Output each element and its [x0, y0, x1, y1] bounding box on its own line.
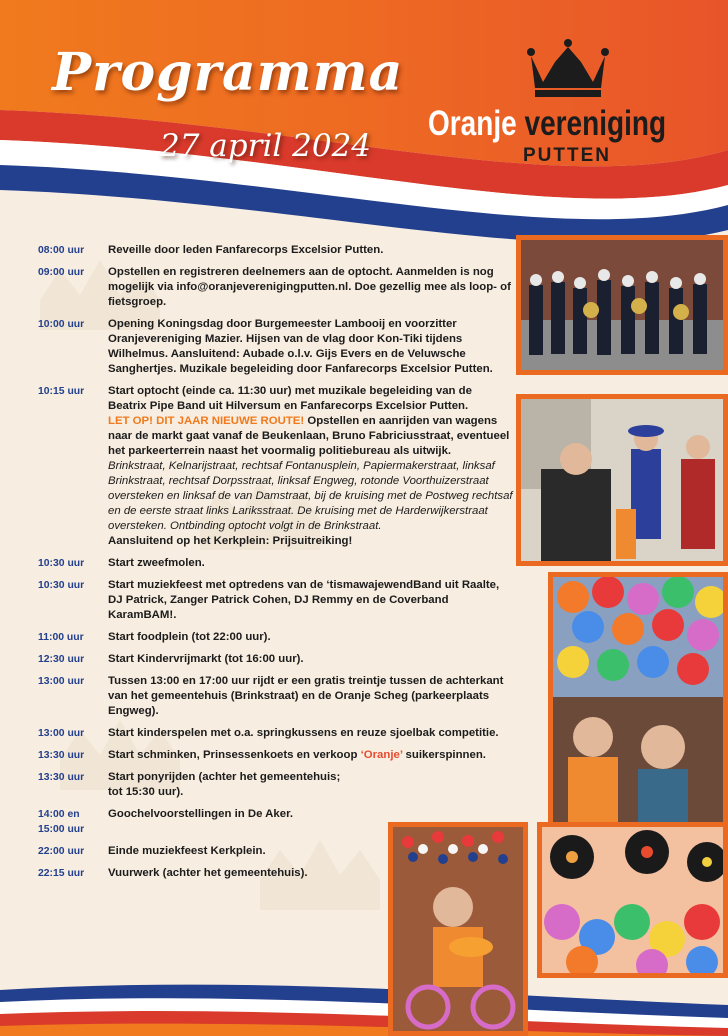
- program-text-warning-paragraph: [108, 414, 513, 459]
- program-text-block: [108, 384, 513, 549]
- program-time: 10:15 uur: [38, 386, 85, 397]
- program-time: 10:00 uur: [38, 319, 85, 330]
- program-time: 13:30 uur: [38, 772, 85, 783]
- photo-marching-band: [516, 235, 728, 375]
- program-time: 10:30 uur: [38, 558, 85, 569]
- page-title: Programma: [52, 42, 404, 103]
- program-time: 09:00 uur: [38, 267, 85, 278]
- logo-subtitle: PUTTEN: [523, 145, 611, 166]
- program-text: Start kinderspelen met o.a. springkussens en reuze sjoelbak competitie.: [108, 727, 499, 739]
- photo-records-balloons: [537, 822, 728, 978]
- program-text: Aansluitend op het Kerkplein: Prijsuitreiking!: [108, 535, 353, 547]
- program-list: [38, 243, 513, 888]
- photo-balloons-kids: [548, 572, 728, 842]
- program-time: 22:00 uur: [38, 846, 85, 857]
- program-time: 08:00 uur: [38, 245, 85, 256]
- logo-name: [428, 104, 666, 144]
- program-text: Opstellen en aanrijden van wagens naar de markt gaat vanaf de Beukenlaan, Bruno Fabriciusstraat, eventueel het parkeerterrein naast het voormalig politiebureau als uitwijk.: [108, 415, 510, 457]
- program-time: 13:30 uur: [38, 750, 85, 761]
- program-item: [38, 652, 513, 667]
- program-text: Tussen 13:00 en 17:00 uur rijdt er een gratis treintje tussen de achterkant van het gemeentehuis (Brinkstraat) en de Oranje Scheg (parkeerplaats Engweg).: [108, 675, 504, 717]
- program-text: Opening Koningsdag door Burgemeester Lambooij en voorzitter Oranjevereniging Mazier. Hijsen van de vlag door Kon-Tiki tijdens Wilhelmus. Aansluitend: Aubade o.l.v. Gijs Evers en de Veluwsche Sanghertjes. Muzikale begeleiding door Fanfarecorps Excelsior Putten.: [108, 318, 493, 375]
- program-item: [38, 770, 513, 800]
- program-time: 13:00 uur: [38, 676, 85, 687]
- program-text: Start schminken, Prinsessenkoets en verkoop: [108, 749, 361, 761]
- program-text: Start optocht (einde ca. 11:30 uur) met muzikale begeleiding van de Beatrix Pipe Band uit Hilversum en Fanfarecorps Excelsior Putten.: [108, 385, 472, 412]
- program-text: Vuurwerk (achter het gemeentehuis).: [108, 867, 308, 879]
- program-time: 22:15 uur: [38, 868, 85, 879]
- program-item: [38, 243, 513, 258]
- program-text: Goochelvoorstellingen in De Aker.: [108, 808, 294, 820]
- logo-word-oranje: Oranje: [428, 104, 517, 143]
- oranjevereniging-logo: [428, 38, 698, 168]
- program-item: [38, 265, 513, 310]
- photo-mayor-speech: [516, 394, 728, 566]
- program-text: Einde muziekfeest Kerkplein.: [108, 845, 266, 857]
- program-text: Start ponyrijden (achter het gemeentehuis; tot 15:30 uur).: [108, 771, 341, 798]
- program-text: Reveille door leden Fanfarecorps Excelsior Putten.: [108, 244, 384, 256]
- program-item: [38, 726, 513, 741]
- crown-icon: [525, 38, 611, 98]
- route-warning: LET OP! DIT JAAR NIEUWE ROUTE!: [108, 415, 305, 427]
- program-item: [38, 578, 513, 623]
- route-description: Brinkstraat, Kelnarijstraat, rechtsaf Fontanusplein, Papiermakerstraat, linksaf Brinkstraat, rechtsaf Dorpsstraat, linksaf Engweg, rotonde Voorthuizerstraat oversteken en linksaf de van Damstraat, bij de kruising met de Postweg rechtsaf en de eerste straat links Lariksstraat. De kruising met de Harderwijkerstraat oversteken. Ontbinding optocht volgt in de Brinkstraat.: [108, 460, 513, 532]
- program-text: Start muziekfeest met optredens van de ‘tismawajewendBand uit Raalte, DJ Patrick, Zanger Patrick Cohen, DJ Remmy en de Coverband KaramBAM!.: [108, 579, 500, 621]
- program-item: [38, 317, 513, 377]
- program-time: 14:00 en 15:00 uur: [38, 809, 85, 835]
- program-time: 11:00 uur: [38, 632, 84, 643]
- program-time: 13:00 uur: [38, 728, 85, 739]
- program-text: Start foodplein (tot 22:00 uur).: [108, 631, 271, 643]
- program-item: [38, 384, 513, 549]
- program-item: [38, 630, 513, 645]
- program-time: 12:30 uur: [38, 654, 85, 665]
- program-text-block: [108, 748, 513, 763]
- program-text: Start zweefmolen.: [108, 557, 205, 569]
- program-text: suikerspinnen.: [402, 749, 486, 761]
- oranje-accent: ‘Oranje’: [360, 749, 403, 761]
- program-item: [38, 674, 513, 719]
- program-time: 10:30 uur: [38, 580, 85, 591]
- event-date: 27 april 2024: [160, 128, 372, 164]
- program-item: [38, 556, 513, 571]
- program-text: Start Kindervrijmarkt (tot 16:00 uur).: [108, 653, 304, 665]
- program-text: Opstellen en registreren deelnemers aan de optocht. Aanmelden is nog mogelijk via info@oranjeverenigingputten.nl. Doe gezellig mee als loop- of fietsgroep.: [108, 266, 511, 308]
- logo-word-vereniging: vereniging: [524, 104, 667, 143]
- program-item: [38, 748, 513, 763]
- photo-child-bicycle: [388, 822, 528, 1036]
